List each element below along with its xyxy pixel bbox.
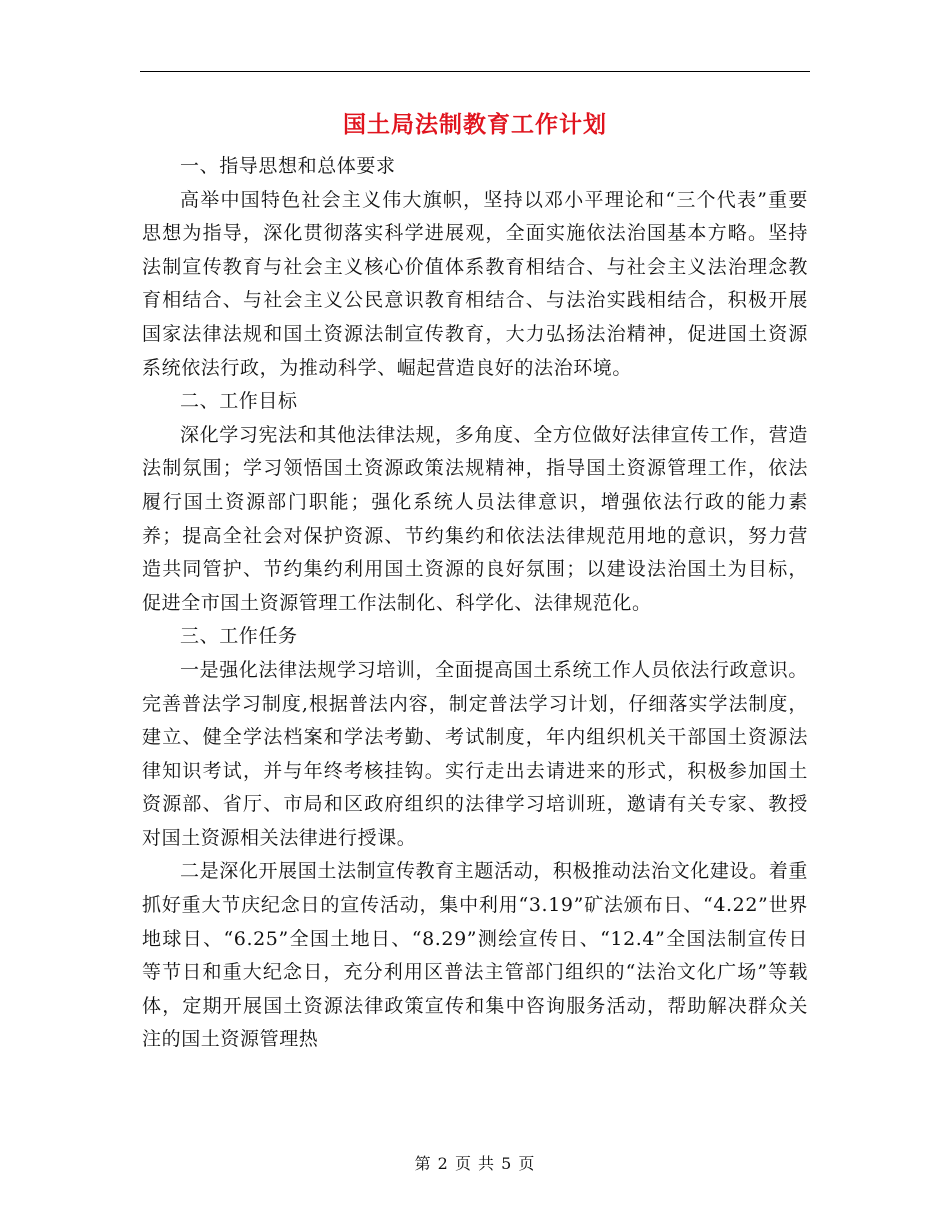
section-heading-work-goals: 二、工作目标 xyxy=(180,390,298,413)
paragraph-task-one: 一是强化法律法规学习培训，全面提高国土系统工作人员依法行政意识。完善普法学习制度,根据普法内容，制定普法学习计划，仔细落实学法制度，建立、健全学法档案和学法考勤、考试制度，年内组织机关干部国土资源法律知识考试，并与年终考核挂钩。实行走出去请进来的形式，积极参加国土资源部、省厅、市局和区政府组织的法律学习培训班，邀请有关专家、教授对国土资源相关法律进行授课。 xyxy=(142,658,808,849)
document-body xyxy=(142,150,808,1057)
header-rule xyxy=(140,71,810,72)
footer-suffix: 页 xyxy=(518,1154,536,1173)
footer-middle: 页 共 xyxy=(454,1154,496,1173)
paragraph-work-goals: 深化学习宪法和其他法律法规，多角度、全方位做好法律宣传工作，营造法制氛围；学习领悟国土资源政策法规精神，指导国土资源管理工作，依法履行国土资源部门职能；强化系统人员法律意识，增强依法行政的能力素养；提高全社会对保护资源、节约集约和依法法律规范用地的意识，努力营造共同管护、节约集约利用国土资源的良好氛围；以建设法治国土为目标，促进全市国土资源管理工作法制化、科学化、法律规范化。 xyxy=(142,423,808,614)
paragraph-guiding-thought: 高举中国特色社会主义伟大旗帜，坚持以邓小平理论和“三个代表”重要思想为指导，深化贯彻落实科学进展观，全面实施依法治国基本方略。坚持法制宣传教育与社会主义核心价值体系教育相结合、与社会主义法治理念教育相结合、与社会主义公民意识教育相结合、与法治实践相结合，积极开展国家法律法规和国土资源法制宣传教育，大力弘扬法治精神，促进国土资源系统依法行政，为推动科学、崛起营造良好的法治环境。 xyxy=(142,188,808,379)
section-heading-guiding-thought: 一、指导思想和总体要求 xyxy=(180,155,396,177)
section-heading-work-tasks: 三、工作任务 xyxy=(180,625,298,648)
document-title: 国土局法制教育工作计划 xyxy=(343,112,607,138)
footer-current-page: 2 xyxy=(437,1154,449,1173)
footer-prefix: 第 xyxy=(414,1154,432,1173)
paragraph-task-two: 二是深化开展国土法制宣传教育主题活动，积极推动法治文化建设。着重抓好重大节庆纪念日的宣传活动，集中利用“3.19”矿法颁布日、“4.22”世界地球日、“6.25”全国土地日、“8.29”测绘宣传日、“12.4”全国法制宣传日等节日和重大纪念日，充分利用区普法主管部门组织的“法治文化广场”等载体，定期开展国土资源法律政策宣传和集中咨询服务活动，帮助解决群众关注的国土资源管理热 xyxy=(142,860,808,1051)
page-number-footer xyxy=(0,1152,950,1176)
footer-total-pages: 5 xyxy=(501,1154,513,1173)
